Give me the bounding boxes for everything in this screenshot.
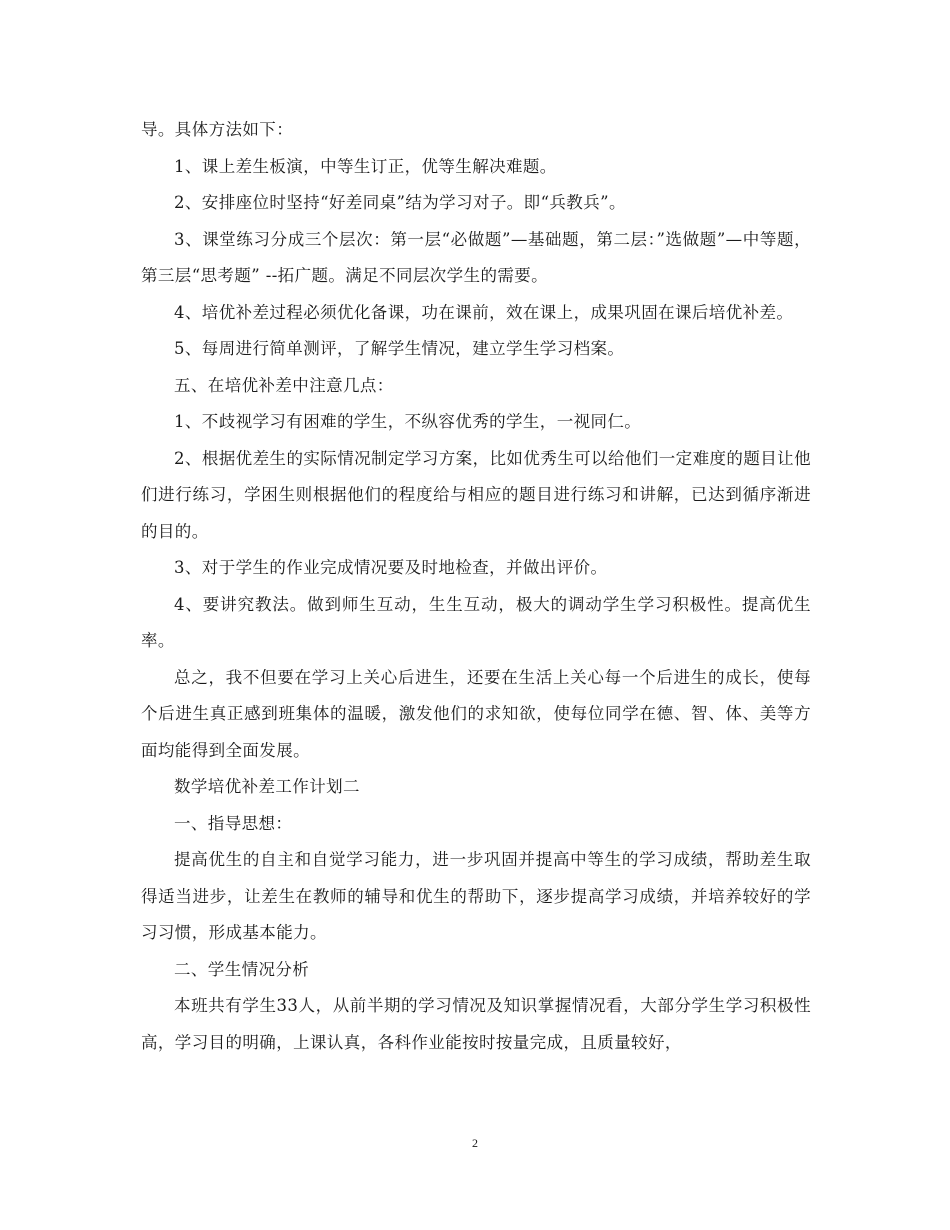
section-heading: 五、在培优补差中注意几点： <box>174 375 394 395</box>
page-number: 2 <box>472 1136 478 1150</box>
section-heading: 一、指导思想： <box>174 813 293 833</box>
paragraph: 导。具体方法如下： <box>141 120 294 139</box>
document-subtitle: 数学培优补差工作计划二 <box>174 777 360 796</box>
paragraph: 3、课堂练习分成三个层次：第一层“必做题”—基础题，第二层：”选做题”—中等题，第三层“思考题” --拓广题。满足不同层次学生的需要。 <box>141 229 811 285</box>
paragraph: 总之，我不但要在学习上关心后进生，还要在生活上关心每一个后进生的成长，使每个后进生真正感到班集体的温暖，激发他们的求知欲，使每位同学在德、智、体、美等方面均能得到全面发展。 <box>141 667 811 760</box>
paragraph: 1、不歧视学习有困难的学生，不纵容优秀的学生，一视同仁。 <box>174 412 642 431</box>
section-heading: 二、学生情况分析 <box>174 959 310 979</box>
paragraph: 4、培优补差过程必须优化备课，功在课前，效在课上，成果巩固在课后培优补差。 <box>174 302 794 322</box>
paragraph: 3、对于学生的作业完成情况要及时地检查，并做出评价。 <box>174 558 608 577</box>
document-body <box>141 112 811 1061</box>
paragraph: 5、每周进行简单测评，了解学生情况，建立学生学习档案。 <box>174 339 625 358</box>
paragraph: 提高优生的自主和自觉学习能力，进一步巩固并提高中等生的学习成绩，帮助差生取得适当进步，让差生在教师的辅导和优生的帮助下，逐步提高学习成绩，并培养较好的学习习惯，形成基本能力。 <box>141 850 811 942</box>
paragraph: 2、根据优差生的实际情况制定学习方案，比如优秀生可以给他们一定难度的题目让他们进行练习，学困生则根据他们的程度给与相应的题目进行练习和讲解，已达到循序渐进的目的。 <box>141 448 811 541</box>
paragraph: 本班共有学生33人，从前半期的学习情况及知识掌握情况看，大部分学生学习积极性高，学习目的明确，上课认真，各科作业能按时按量完成，且质量较好， <box>141 996 811 1052</box>
paragraph: 4、要讲究教法。做到师生互动，生生互动，极大的调动学生学习积极性。提高优生率。 <box>141 594 811 650</box>
paragraph: 2、安排座位时坚持“好差同桌”结为学习对子。即“兵教兵”。 <box>174 193 626 212</box>
paragraph: 1、课上差生板演，中等生订正，优等生解决难题。 <box>174 156 557 176</box>
